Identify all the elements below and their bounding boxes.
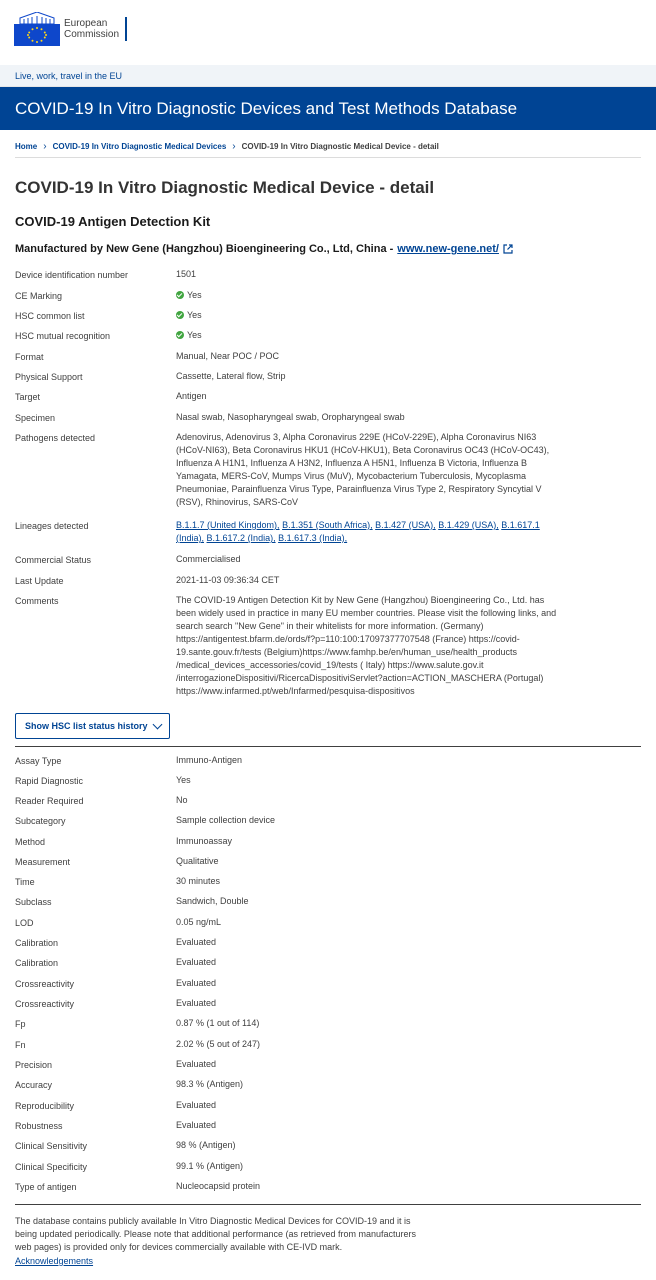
detail-value [176,370,566,383]
breadcrumb-home[interactable]: Home [15,142,38,151]
assay-label: Assay Type [15,756,62,766]
ec-logo[interactable] [14,12,127,46]
site-banner [0,87,656,130]
acknowledgements-link[interactable]: Acknowledgements [15,1256,94,1266]
chevron-down-icon [152,720,162,730]
assay-value [176,895,566,908]
detail-label: CE Marking [15,291,63,301]
assay-value [176,1017,566,1030]
assay-label: Calibration [15,938,59,948]
assay-value-text: Evaluated [176,978,217,988]
lineage-link[interactable]: B.1.1.7 (United Kingdom), [176,520,280,530]
assay-value [176,1180,566,1193]
site-title[interactable]: COVID-19 In Vitro Diagnostic Devices and Test Methods Database [15,99,518,118]
assay-value-text: Evaluated [176,1100,217,1110]
assay-value [176,956,566,969]
detail-label: Commercial Status [15,555,92,565]
detail-value-text: Cassette, Lateral flow, Strip [176,371,286,381]
assay-label: Method [15,837,46,847]
lineage-link[interactable]: B.1.617.1 (India), [176,520,540,543]
assay-label: Subcategory [15,816,66,826]
detail-value-text: Adenovirus, Adenovirus 3, Alpha Coronavirus 229E (HCoV-229E), Alpha Coronavirus NI63 (HCoV-NI63), Beta Coronavirus HKU1 (HCoV-HKU1), Beta Coronavirus OC43 (HCoV-OC43), Influenza A H1N1, Influenza A H3N2, Influenza A H5N1, Influenza B Victoria, Influenza B Yamagata, MERS-CoV, Mumps Virus (MuV), Mycobacterium Tuberculosis, Mycoplasma Pneumoniae, Parainfluenza Virus Type, Parainfluenza Virus Type 2, Respiratory Syncytial V (RSV), Rhinovirus, SARS-CoV [176,432,550,507]
assay-value-text: Evaluated [176,937,217,947]
assay-value [176,814,566,827]
assay-label: Crossreactivity [15,979,75,989]
detail-label: HSC mutual recognition [15,331,111,341]
ec-logo-text [64,17,127,41]
assay-value [176,1078,566,1091]
assay-label: Reader Required [15,796,84,806]
detail-value-text: Antigen [176,391,207,401]
eu-flag-icon [14,12,60,46]
section-divider [15,746,641,747]
detail-value [176,411,566,424]
assay-label: LOD [15,918,34,928]
detail-value [176,431,566,509]
assay-value [176,997,566,1010]
breadcrumb-divider [15,157,641,158]
assay-label: Accuracy [15,1080,53,1090]
assay-value-text: Qualitative [176,856,219,866]
breadcrumb [15,141,439,152]
manufacturer-text: Manufactured by New Gene (Hangzhou) Bioengineering Co., Ltd, China - [15,243,394,255]
lineage-link[interactable]: B.1.617.2 (India), [206,533,276,543]
external-link-icon [503,244,513,254]
assay-value [176,794,566,807]
check-circle-icon [176,331,184,339]
assay-value-text: 99.1 % (Antigen) [176,1161,244,1171]
assay-value-text: Nucleocapsid protein [176,1181,261,1191]
assay-label: Robustness [15,1121,63,1131]
assay-value-text: Yes [176,775,191,785]
assay-value-text: Immuno-Antigen [176,755,243,765]
lineage-link[interactable]: B.1.351 (South Africa), [282,520,373,530]
breadcrumb-current: COVID-19 In Vitro Diagnostic Medical Device - detail [241,142,439,151]
footer-divider [15,1204,641,1205]
site-header [0,0,656,65]
tagline-bar [0,65,656,87]
footer-note: The database contains publicly available In Vitro Diagnostic Medical Devices for COVID-19 and it is being updated periodically. Please note that additional performance (as retrieved from manufacturers web pages) is provided only for devices commercially available with CE-IVD mark. [15,1216,417,1252]
detail-label: Lineages detected [15,521,89,531]
assay-value [176,1160,566,1173]
detail-label: Target [15,392,41,402]
assay-label: Subclass [15,897,52,907]
lineage-link[interactable]: B.1.427 (USA), [375,520,436,530]
detail-value-text: Manual, Near POC / POC [176,351,280,361]
detail-value-text: The COVID-19 Antigen Detection Kit by New Gene (Hangzhou) Bioengineering Co., Ltd. has been widely used in practice in many EU member countries. Please visit the following links, and search search "New Gene" in their whitelists for more information. (Germany) https://antigentest.bfarm.de/ords/f?p=110:100:17097377707548 (France) https://covid-19.sante.gouv.fr/tests (Belgium)https://www.famhp.be/en/human_use/health_products /medical_devices_accessories/covid_19/tests ( Italy) https://www.salute.gov.it /interrogazioneDispositivi/RicercaDispositiviServlet?action=ACTION_MASCHERA (Portugal) https://www.infarmed.pt/web/Infarmed/pesquisa-dispositivos [176,595,557,696]
detail-value-text: Nasal swab, Nasopharyngeal swab, Oropharyngeal swab [176,412,405,422]
assay-label: Measurement [15,857,71,867]
assay-value-text: Sandwich, Double [176,896,249,906]
assay-value [176,1038,566,1051]
detail-value-text: 1501 [176,269,197,279]
detail-label: HSC common list [15,311,85,321]
assay-label: Time [15,877,35,887]
breadcrumb-section[interactable]: COVID-19 In Vitro Diagnostic Medical Devices [52,142,227,151]
assay-value-text: 30 minutes [176,876,221,886]
detail-value [176,350,566,363]
detail-value [176,519,566,545]
product-name: COVID-19 Antigen Detection Kit [15,214,211,229]
assay-label: Calibration [15,958,59,968]
assay-label: Precision [15,1060,53,1070]
detail-value [176,309,566,322]
detail-value [176,289,566,302]
check-circle-icon [176,291,184,299]
detail-value-text: Yes [187,310,202,320]
assay-label: Type of antigen [15,1182,77,1192]
show-history-label: Show HSC list status history [25,721,148,731]
assay-value [176,835,566,848]
assay-value-text: 98 % (Antigen) [176,1140,236,1150]
detail-value [176,574,566,587]
assay-value-text: Evaluated [176,957,217,967]
assay-value-text: 2.02 % (5 out of 247) [176,1039,261,1049]
org-line1: European [64,18,108,29]
detail-label: Device identification number [15,270,129,280]
assay-value [176,754,566,767]
assay-value [176,1058,566,1071]
assay-value-text: No [176,795,188,805]
page-title: COVID-19 In Vitro Diagnostic Medical Device - detail [15,178,435,197]
assay-value-text: Sample collection device [176,815,276,825]
assay-value [176,916,566,929]
assay-value-text: Evaluated [176,1059,217,1069]
detail-value [176,329,566,342]
assay-value-text: Evaluated [176,1120,217,1130]
tagline-link[interactable]: Live, work, travel in the EU [15,71,123,81]
detail-label: Pathogens detected [15,433,96,443]
detail-value [176,390,566,403]
show-history-button[interactable] [15,713,170,739]
assay-value [176,936,566,949]
detail-value [176,594,566,698]
assay-label: Clinical Sensitivity [15,1141,88,1151]
org-line2: Commission [64,29,120,40]
manufacturer-link[interactable]: www.new-gene.net/ [397,243,499,255]
assay-value-text: Evaluated [176,998,217,1008]
assay-value-text: 0.05 ng/mL [176,917,222,927]
detail-label: Specimen [15,413,56,423]
detail-label: Physical Support [15,372,83,382]
detail-label: Last Update [15,576,64,586]
assay-label: Fp [15,1019,26,1029]
assay-label: Reproducibility [15,1101,75,1111]
assay-value-text: 98.3 % (Antigen) [176,1079,244,1089]
assay-label: Rapid Diagnostic [15,776,84,786]
assay-value [176,1139,566,1152]
detail-value [176,268,566,281]
detail-label: Format [15,352,44,362]
detail-value-text: Commercialised [176,554,241,564]
detail-label: Comments [15,596,59,606]
assay-value [176,1099,566,1112]
assay-label: Crossreactivity [15,999,75,1009]
lineage-link[interactable]: B.1.429 (USA), [438,520,499,530]
assay-value [176,855,566,868]
detail-value-text: 2021-11-03 09:36:34 CET [176,575,280,585]
assay-label: Clinical Specificity [15,1162,88,1172]
detail-value-text: Yes [187,330,202,340]
detail-value [176,553,566,566]
manufacturer-heading [15,243,513,255]
assay-value [176,875,566,888]
assay-value [176,774,566,787]
assay-value [176,977,566,990]
chevron-right-icon: › [232,141,236,152]
detail-value-text: Yes [187,290,202,300]
lineage-link[interactable]: B.1.617.3 (India), [278,533,348,543]
chevron-right-icon: › [43,141,47,152]
assay-value-text: 0.87 % (1 out of 114) [176,1018,260,1028]
check-circle-icon [176,311,184,319]
assay-label: Fn [15,1040,26,1050]
assay-value-text: Immunoassay [176,836,233,846]
assay-value [176,1119,566,1132]
